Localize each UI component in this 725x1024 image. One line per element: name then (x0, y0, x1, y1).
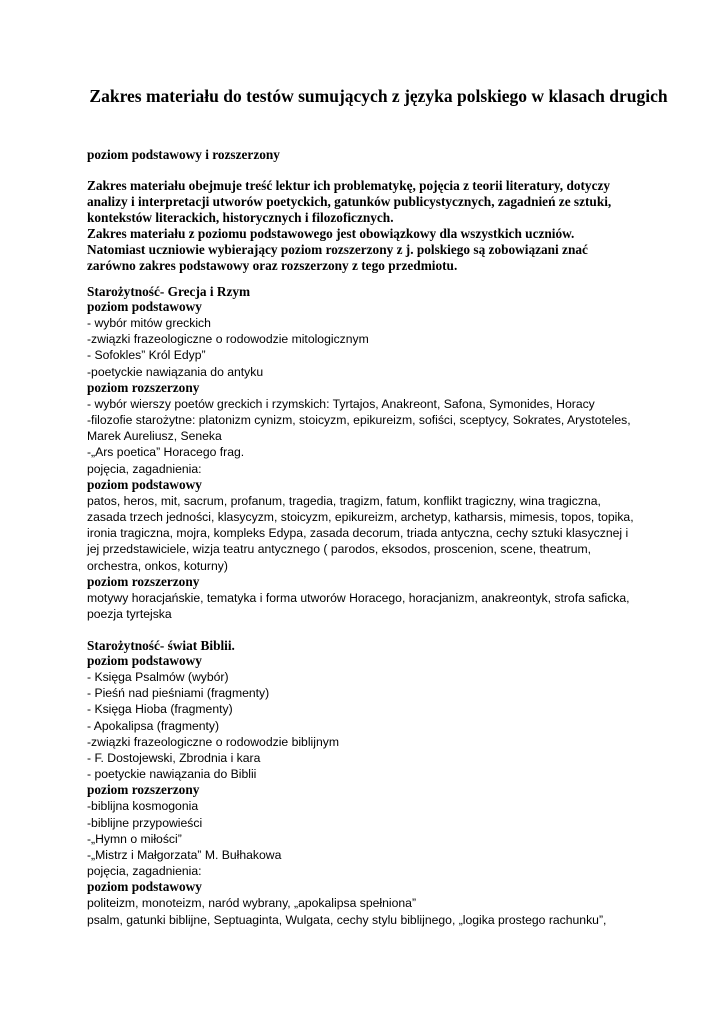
content-line: motywy horacjańskie, tematyka i forma utworów Horacego, horacjanizm, anakreontyk, strofa saficka, (87, 590, 630, 605)
content-line: -poetyckie nawiązania do antyku (87, 364, 264, 379)
content-line: -biblijna kosmogonia (87, 799, 199, 814)
level-subheading: poziom podstawowy (87, 299, 202, 314)
content-line: pojęcia, zagadnienia: (87, 461, 202, 476)
intro-line: analizy i interpretacji utworów poetyckich, gatunków publicystycznych, zagadnień ze sztuki, (87, 194, 612, 209)
content-line: -„Ars poetica” Horacego frag. (87, 445, 245, 460)
content-line: politeizm, monoteizm, naród wybrany, „apokalipsa spełniona” (87, 896, 416, 911)
content-line: zasada trzech jedności, klasycyzm, stoicyzm, epikureizm, archetyp, katharsis, mimesis, topos, topika, (87, 510, 634, 525)
content-line: - F. Dostojewski, Zbrodnia i kara (87, 751, 261, 766)
level-line: poziom podstawowy i rozszerzony (87, 147, 280, 162)
section-greece-rome (87, 299, 677, 622)
content-line: - Księga Psalmów (wybór) (87, 670, 229, 684)
level-subheading: poziom podstawowy (87, 476, 202, 492)
content-line: -„Mistrz i Małgorzata” M. Bułhakowa (87, 848, 282, 863)
content-line: patos, heros, mit, sacrum, profanum, tragedia, tragizm, fatum, konflikt tragiczny, wina tragiczna, (87, 493, 601, 508)
level-subheading: poziom rozszerzony (87, 573, 200, 589)
content-line: -„Hymn o miłości” (87, 831, 182, 846)
content-line: poezja tyrtejska (87, 607, 172, 622)
content-line: - poetyckie nawiązania do Biblii (87, 767, 257, 782)
intro-line: Zakres materiału obejmuje treść lektur ich problematykę, pojęcia z teorii literatury, dotyczy (87, 178, 611, 193)
intro-paragraph (87, 178, 677, 274)
content-line: psalm, gatunki biblijne, Septuaginta, Wulgata, cechy stylu biblijnego, „logika prostego rachunku”, (87, 912, 607, 927)
content-line: pojęcia, zagadnienia: (87, 864, 202, 879)
level-subheading: poziom podstawowy (87, 879, 202, 895)
content-line: ironia tragiczna, mojra, kompleks Edypa, zasada decorum, triada antyczna, cechy sztuki klasycznej i (87, 526, 629, 541)
intro-line: Zakres materiału z poziomu podstawowego jest obowiązkowy dla wszystkich uczniów. (87, 226, 575, 241)
content-line: - Apokalipsa (fragmenty) (87, 718, 220, 733)
document-title: Zakres materiału do testów sumujących z języka polskiego w klasach drugich (89, 86, 668, 106)
content-line: -związki frazeologiczne o rodowodzie biblijnym (87, 734, 339, 749)
level-subheading: poziom rozszerzony (87, 379, 200, 395)
content-line: - Sofokles” Król Edyp” (87, 348, 206, 363)
content-line: orchestra, onkos, koturny) (87, 558, 228, 573)
intro-line: Natomiast uczniowie wybierający poziom rozszerzony z j. polskiego są zobowiązani znać (87, 242, 588, 257)
level-subheading: poziom podstawowy (87, 653, 202, 668)
section-heading-greece-rome: Starożytność- Grecja i Rzym (87, 284, 251, 299)
content-line: - Pieśń nad pieśniami (fragmenty) (87, 686, 270, 701)
intro-line: zarówno zakres podstawowy oraz rozszerzony z tego przedmiotu. (87, 258, 458, 273)
intro-line: kontekstów literackich, historycznych i filozoficznych. (87, 210, 394, 225)
content-line: - Księga Hioba (fragmenty) (87, 702, 233, 717)
content-line: jej przedstawiciele, wizja teatru antycznego ( parodos, eksodos, proscenion, scene, theatrum, (87, 542, 592, 557)
level-subheading: poziom rozszerzony (87, 782, 200, 798)
content-line: -biblijne przypowieści (87, 815, 203, 830)
content-line: -filozofie starożytne: platonizm cynizm, stoicyzm, epikureizm, sofiści, sceptycy, Sokrates, Arystoteles, (87, 413, 631, 428)
content-line: - wybór wierszy poetów greckich i rzymskich: Tyrtajos, Anakreont, Safona, Symonides, Horacy (87, 396, 595, 411)
content-line: -związki frazeologiczne o rodowodzie mitologicznym (87, 332, 369, 347)
section-bible (87, 653, 677, 928)
content-line: Marek Aureliusz, Seneka (87, 429, 222, 444)
content-line: - wybór mitów greckich (87, 316, 211, 330)
section-heading-bible: Starożytność- świat Biblii. (87, 638, 235, 653)
